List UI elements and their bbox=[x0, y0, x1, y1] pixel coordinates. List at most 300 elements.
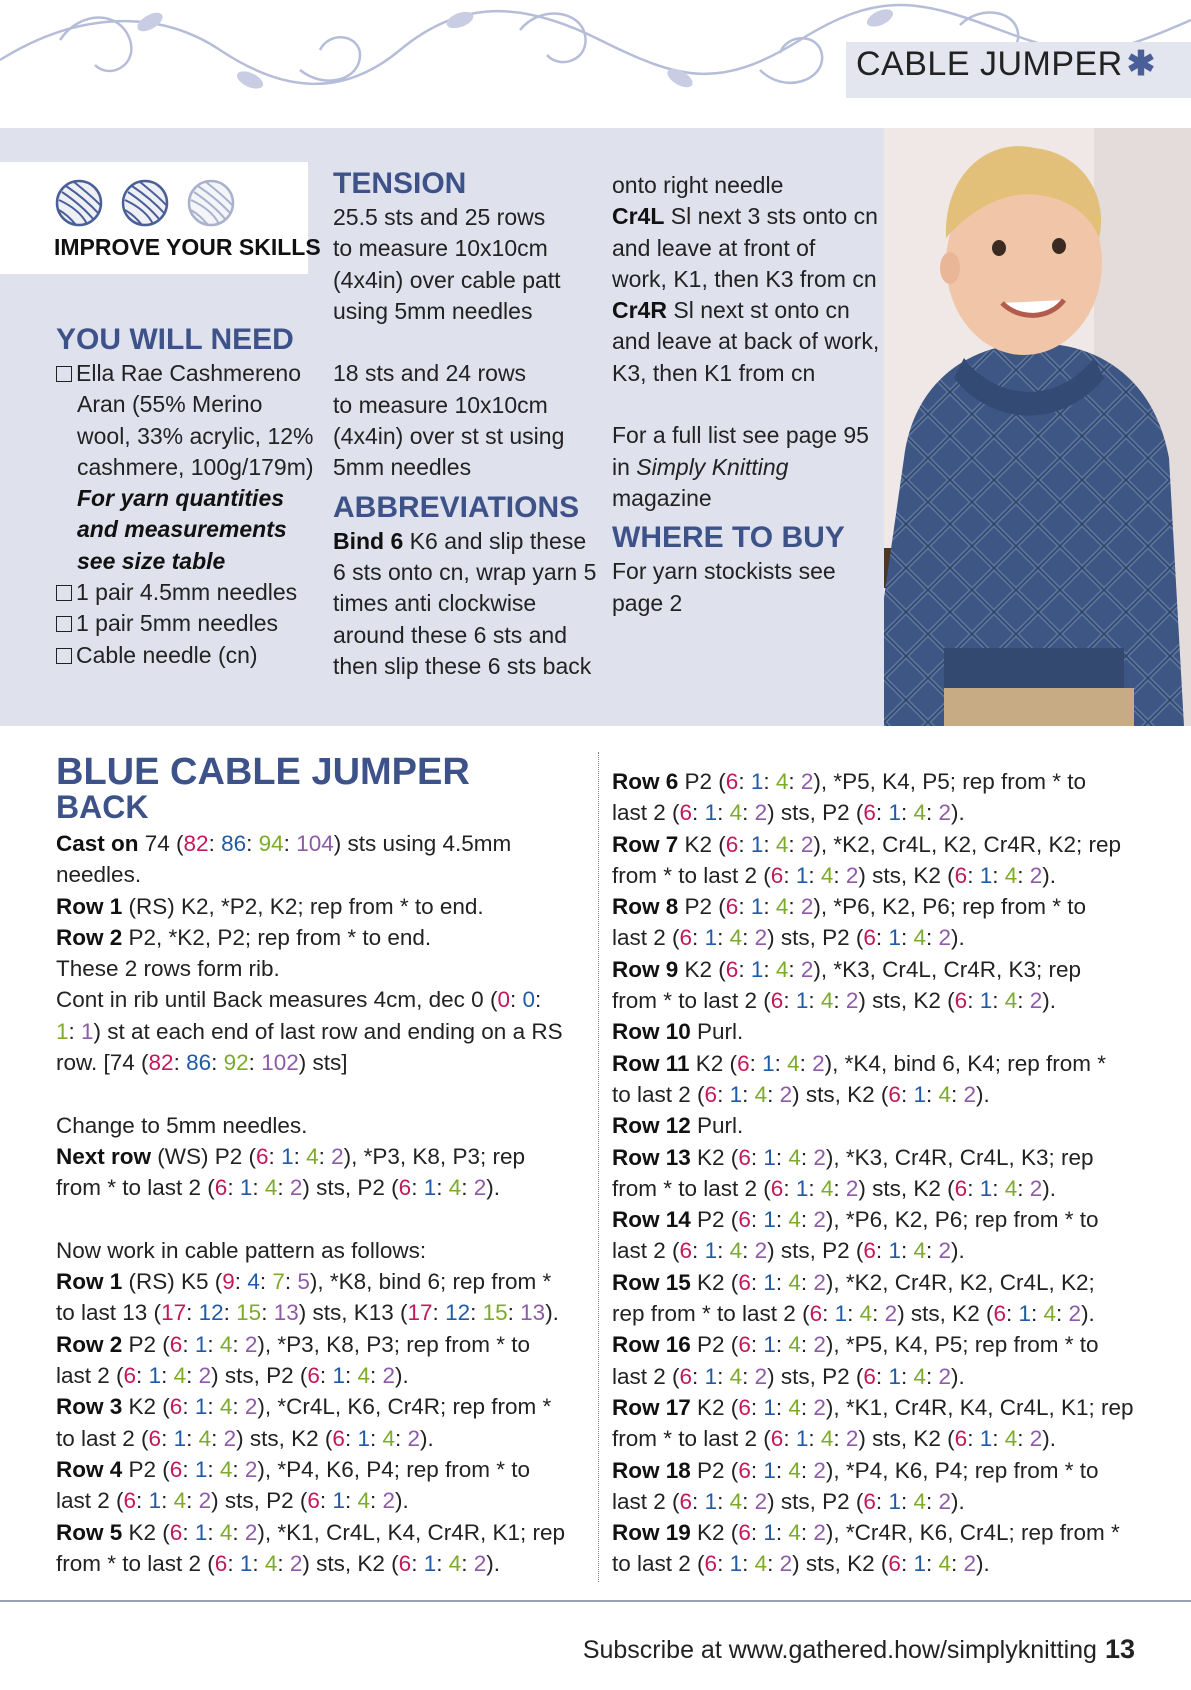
size-value: 1 bbox=[56, 1018, 69, 1044]
pattern-text: : bbox=[211, 1050, 224, 1076]
pattern-text: : bbox=[470, 1300, 483, 1326]
pattern-text: ), *P6, K2, P6; rep from * to bbox=[813, 894, 1087, 920]
size-value: 6 bbox=[256, 1143, 269, 1169]
size-value: 1 bbox=[979, 862, 993, 888]
size-value: 1 bbox=[239, 1175, 253, 1201]
pattern-text: : bbox=[182, 1331, 195, 1357]
pattern-text: ), *P5, K4, P5; rep from * to bbox=[825, 1332, 1099, 1358]
where-to-buy-text: page 2 bbox=[612, 589, 683, 616]
pattern-line bbox=[56, 1141, 586, 1172]
size-value: 1 bbox=[332, 1363, 345, 1389]
size-value: 102 bbox=[261, 1050, 299, 1076]
pattern-line bbox=[612, 1267, 1172, 1298]
size-value: 1 bbox=[704, 1363, 718, 1389]
pattern-line bbox=[56, 1548, 586, 1579]
size-value: 4 bbox=[729, 1363, 743, 1389]
abbrev-text: then slip these 6 sts back bbox=[333, 652, 592, 679]
size-value: 6 bbox=[704, 1551, 718, 1577]
checkbox-icon bbox=[56, 366, 72, 382]
size-value: 2 bbox=[1029, 988, 1043, 1014]
pattern-text: P2 ( bbox=[690, 1457, 739, 1483]
size-value: 4 bbox=[219, 1456, 233, 1482]
pattern-text: last 2 ( bbox=[56, 1488, 124, 1514]
pattern-text: : bbox=[967, 862, 980, 888]
yarn-item bbox=[56, 358, 306, 389]
size-value: 6 bbox=[679, 925, 693, 951]
you-will-need-heading: YOU WILL NEED bbox=[56, 323, 294, 356]
size-value: 2 bbox=[289, 1550, 303, 1576]
pattern-line bbox=[56, 1454, 586, 1485]
cable-needle-item bbox=[56, 640, 306, 671]
size-value: 4 bbox=[729, 1238, 743, 1264]
pattern-text: : bbox=[692, 800, 705, 826]
size-value: 4 bbox=[754, 1081, 768, 1107]
size-value: 4 bbox=[913, 1488, 926, 1514]
pattern-text: : bbox=[182, 1519, 195, 1545]
pattern-text: : bbox=[161, 1363, 174, 1389]
pattern-text: : bbox=[750, 1457, 764, 1483]
size-value: 4 bbox=[306, 1143, 319, 1169]
pattern-text: ). bbox=[951, 800, 965, 826]
pattern-text: : bbox=[925, 1363, 939, 1389]
pattern-text: : bbox=[742, 925, 755, 951]
size-value: 1 bbox=[1018, 1301, 1031, 1327]
pattern-line bbox=[56, 1110, 586, 1141]
size-value: 6 bbox=[725, 956, 739, 982]
size-value: 2 bbox=[800, 769, 814, 794]
pattern-text: : bbox=[738, 831, 751, 857]
row-label: Row 18 bbox=[612, 1457, 691, 1483]
pattern-text: : bbox=[246, 831, 259, 856]
size-value: 2 bbox=[244, 1519, 258, 1545]
size-value: 17 bbox=[161, 1300, 187, 1326]
pattern-text: ) sts] bbox=[298, 1050, 348, 1076]
size-value: 1 bbox=[913, 1081, 926, 1107]
pattern-text: : bbox=[534, 987, 542, 1013]
pattern-text: : bbox=[763, 894, 776, 920]
size-value: 4 bbox=[729, 800, 743, 826]
tension-line: to measure 10x10cm bbox=[333, 391, 548, 418]
pattern-text: Now work in cable pattern as follows: bbox=[56, 1237, 427, 1263]
size-value: 1 bbox=[332, 1488, 345, 1514]
pattern-text: : bbox=[808, 1426, 821, 1452]
pattern-text: : bbox=[783, 1426, 796, 1452]
pattern-line bbox=[56, 1172, 586, 1203]
pattern-text: : bbox=[775, 1269, 789, 1295]
size-value: 2 bbox=[1068, 1301, 1082, 1327]
pattern-text: : bbox=[900, 1363, 914, 1389]
pattern-text: K2 ( bbox=[690, 1394, 739, 1420]
pattern-text: : bbox=[232, 1519, 245, 1545]
size-value: 1 bbox=[763, 1144, 776, 1170]
row-label: Row 13 bbox=[612, 1144, 691, 1170]
abbrev-text: Sl next 3 sts onto cn bbox=[664, 203, 878, 230]
pattern-line bbox=[56, 1266, 586, 1297]
size-value: 4 bbox=[820, 988, 834, 1014]
pattern-text: : bbox=[742, 1081, 755, 1107]
pattern-text: : bbox=[369, 1488, 383, 1514]
pattern-text: : bbox=[232, 1456, 245, 1482]
pattern-text: : bbox=[1017, 1426, 1030, 1452]
footer bbox=[583, 1634, 1135, 1665]
pattern-text: : bbox=[509, 987, 523, 1013]
row-label: Row 15 bbox=[612, 1269, 691, 1295]
size-value: 4 bbox=[788, 1520, 801, 1546]
size-value: 4 bbox=[859, 1301, 873, 1327]
pattern-text: ). bbox=[951, 1363, 965, 1389]
size-value: 4 bbox=[1004, 1175, 1018, 1201]
size-value: 6 bbox=[738, 1520, 751, 1546]
size-value: 1 bbox=[762, 1050, 775, 1076]
size-value: 6 bbox=[738, 1394, 751, 1420]
pattern-text: : bbox=[252, 1550, 265, 1576]
pattern-text: : bbox=[822, 1301, 835, 1327]
pattern-text: : bbox=[925, 800, 939, 826]
pattern-line bbox=[56, 1517, 586, 1548]
full-list-text: For a full list see page 95 bbox=[612, 422, 869, 449]
size-value: 4 bbox=[382, 1425, 395, 1451]
page-number: 13 bbox=[1104, 1634, 1135, 1664]
size-value: 4 bbox=[754, 1551, 768, 1577]
size-value: 4 bbox=[788, 1394, 801, 1420]
pattern-text: : bbox=[750, 1520, 764, 1546]
size-value: 4 bbox=[1004, 1426, 1018, 1452]
full-list-in: in bbox=[612, 453, 637, 480]
pattern-line bbox=[612, 1361, 1172, 1392]
pattern-line bbox=[612, 1079, 1172, 1110]
pattern-text: : bbox=[344, 1425, 358, 1451]
pattern-line bbox=[612, 891, 1172, 922]
size-value: 6 bbox=[725, 769, 739, 794]
size-value: 4 bbox=[820, 862, 834, 888]
pattern-text: : bbox=[967, 1426, 980, 1452]
size-value: 4 bbox=[1004, 988, 1018, 1014]
size-value: 1 bbox=[357, 1425, 370, 1451]
pattern-line bbox=[56, 1047, 586, 1078]
pattern-text: rep from * to last 2 ( bbox=[612, 1301, 810, 1327]
pattern-text: : bbox=[788, 894, 801, 920]
size-value: 4 bbox=[938, 1551, 951, 1577]
size-value: 4 bbox=[219, 1394, 233, 1420]
size-value: 1 bbox=[888, 1363, 901, 1389]
pattern-text: : bbox=[182, 1456, 195, 1482]
pattern-text: ) sts, P2 ( bbox=[211, 1363, 308, 1389]
pattern-text: P2 ( bbox=[690, 1332, 739, 1358]
size-value: 2 bbox=[845, 1175, 859, 1201]
size-value: 4 bbox=[788, 1144, 801, 1170]
size-value: 4 bbox=[788, 1457, 801, 1483]
pattern-text: Change to 5mm needles. bbox=[56, 1112, 308, 1138]
pattern-text: : bbox=[900, 1488, 914, 1514]
pattern-text: : bbox=[283, 831, 297, 856]
pattern-text: : bbox=[800, 1332, 814, 1358]
full-list-text: magazine bbox=[612, 484, 712, 511]
abbreviations-column bbox=[612, 170, 882, 619]
yarn-line: Ella Rae Cashmereno bbox=[76, 360, 302, 386]
pattern-text: ) sts, P2 ( bbox=[767, 1238, 864, 1264]
pattern-text: : bbox=[1056, 1301, 1069, 1327]
pattern-text: last 2 ( bbox=[612, 1488, 680, 1514]
pattern-text: : bbox=[369, 1425, 383, 1451]
pattern-line bbox=[56, 1329, 586, 1360]
pattern-text: : bbox=[161, 1425, 174, 1451]
row-label: Row 9 bbox=[612, 956, 679, 982]
pattern-text: ) sts, K2 ( bbox=[236, 1425, 333, 1451]
abbrev-cr4l bbox=[612, 201, 882, 232]
pattern-text: ) sts, K2 ( bbox=[302, 1550, 399, 1576]
size-value: 1 bbox=[795, 1175, 809, 1201]
pattern-text: needles. bbox=[56, 862, 142, 888]
pattern-text: : bbox=[319, 1488, 333, 1514]
size-value: 17 bbox=[407, 1300, 433, 1326]
size-value: 1 bbox=[834, 1301, 848, 1327]
pattern-subtitle: BACK bbox=[56, 789, 149, 825]
pattern-text: : bbox=[507, 1300, 521, 1326]
size-value: 1 bbox=[795, 988, 809, 1014]
pattern-text: ). bbox=[951, 1488, 965, 1514]
pattern-text: K2 ( bbox=[678, 831, 726, 857]
pattern-text: K2 ( bbox=[690, 1520, 739, 1546]
pattern-text: ), *K3, Cr4L, Cr4R, K3; rep bbox=[813, 956, 1082, 982]
pattern-text: ), *P4, K6, P4; rep from * to bbox=[257, 1456, 531, 1482]
pattern-text: from * to last 2 ( bbox=[612, 988, 771, 1014]
needle-item bbox=[56, 608, 306, 639]
pattern-text: : bbox=[1005, 1301, 1019, 1327]
size-value: 6 bbox=[679, 1363, 693, 1389]
pattern-text: K2 ( bbox=[689, 1050, 738, 1076]
pattern-text: : bbox=[411, 1550, 424, 1576]
abbrev-text: work, K1, then K3 from cn bbox=[612, 265, 877, 292]
size-value: 86 bbox=[186, 1050, 212, 1076]
pattern-text: : bbox=[951, 1081, 964, 1107]
size-value: 5 bbox=[297, 1269, 310, 1295]
pattern-text: : bbox=[742, 1488, 755, 1514]
pattern-text: to last 2 ( bbox=[612, 1081, 705, 1107]
abbrev-term: Cr4L bbox=[612, 203, 665, 230]
pattern-text: : bbox=[319, 1363, 333, 1389]
pattern-text: : bbox=[436, 1550, 449, 1576]
tension-line: (4x4in) over st st using bbox=[333, 423, 565, 450]
pattern-text: : bbox=[833, 1426, 846, 1452]
pattern-text: : bbox=[234, 1269, 248, 1295]
pattern-line bbox=[56, 984, 586, 1015]
size-value: 4 bbox=[264, 1175, 278, 1201]
pattern-line bbox=[56, 1204, 586, 1235]
pattern-text: ), *P4, K6, P4; rep from * to bbox=[825, 1457, 1099, 1483]
pattern-text: from * to last 2 ( bbox=[56, 1550, 215, 1576]
pattern-text: : bbox=[232, 1331, 245, 1357]
size-value: 1 bbox=[979, 988, 993, 1014]
size-value: 6 bbox=[738, 1269, 751, 1295]
pattern-text: : bbox=[925, 1488, 939, 1514]
size-value: 6 bbox=[679, 1238, 693, 1264]
pattern-line bbox=[56, 1078, 586, 1109]
spacer bbox=[612, 389, 882, 420]
pattern-line bbox=[612, 1235, 1172, 1266]
abbrev-text: and leave at front of bbox=[612, 234, 816, 261]
size-value: 2 bbox=[331, 1143, 344, 1169]
pattern-text: ) sts, P2 ( bbox=[767, 1488, 864, 1514]
size-value: 4 bbox=[219, 1331, 233, 1357]
size-value: 2 bbox=[754, 800, 768, 826]
pattern-text: : bbox=[847, 1301, 860, 1327]
row-label: Row 19 bbox=[612, 1520, 691, 1546]
size-value: 1 bbox=[750, 956, 764, 982]
size-value: 1 bbox=[979, 1426, 993, 1452]
size-value: 4 bbox=[788, 1269, 801, 1295]
pattern-text: : bbox=[900, 1238, 914, 1264]
pattern-text: : bbox=[900, 925, 914, 951]
where-to-buy-text: For yarn stockists see bbox=[612, 558, 836, 585]
size-value: 12 bbox=[445, 1300, 471, 1326]
pattern-text: last 2 ( bbox=[612, 925, 680, 951]
pattern-text: (RS) K5 ( bbox=[122, 1269, 223, 1295]
checkbox-icon bbox=[56, 616, 72, 632]
pattern-text: ) sts, K2 ( bbox=[858, 1175, 955, 1201]
pattern-line bbox=[612, 766, 1172, 797]
pattern-text: ), *K1, Cr4L, K4, Cr4R, K1; rep bbox=[257, 1519, 566, 1545]
pattern-text: K2 ( bbox=[690, 1144, 739, 1170]
abbrev-text: around these 6 sts and bbox=[333, 621, 567, 648]
size-value: 6 bbox=[398, 1175, 412, 1201]
size-value: 104 bbox=[296, 831, 334, 856]
pattern-text: : bbox=[738, 769, 751, 794]
pattern-text: : bbox=[925, 1238, 939, 1264]
row-label: Row 3 bbox=[56, 1394, 123, 1420]
size-value: 6 bbox=[770, 988, 784, 1014]
pattern-text: : bbox=[277, 1175, 290, 1201]
pattern-text: 74 ( bbox=[138, 831, 184, 856]
size-value: 2 bbox=[754, 925, 768, 951]
pattern-text: K2 ( bbox=[678, 956, 726, 982]
pattern-line bbox=[612, 1173, 1172, 1204]
pattern-text: : bbox=[800, 1269, 814, 1295]
size-value: 2 bbox=[223, 1425, 237, 1451]
yarn-ball-icon bbox=[54, 178, 104, 228]
pattern-text: ) sts, K2 ( bbox=[792, 1081, 889, 1107]
pattern-text: : bbox=[833, 1175, 846, 1201]
pattern-text: : bbox=[208, 831, 222, 856]
pattern-line bbox=[612, 1517, 1172, 1548]
size-value: 6 bbox=[738, 1332, 751, 1358]
size-value: 4 bbox=[775, 769, 789, 794]
pattern-text: ) sts, P2 ( bbox=[302, 1175, 399, 1201]
row-label: Row 4 bbox=[56, 1456, 123, 1482]
pattern-text: : bbox=[284, 1269, 298, 1295]
size-value: 6 bbox=[725, 894, 739, 920]
size-value: 82 bbox=[148, 1050, 174, 1076]
pattern-text: last 2 ( bbox=[612, 1363, 680, 1389]
tension-line: to measure 10x10cm bbox=[333, 235, 548, 262]
pattern-text: : bbox=[259, 1269, 273, 1295]
size-value: 4 bbox=[247, 1269, 260, 1295]
pattern-line bbox=[612, 1016, 1172, 1047]
size-value: 4 bbox=[775, 831, 789, 857]
size-value: 4 bbox=[448, 1175, 462, 1201]
pattern-text: (RS) K2, *P2, K2; rep from * to end. bbox=[122, 893, 484, 919]
row-label: Row 16 bbox=[612, 1332, 691, 1358]
pattern-text: : bbox=[750, 1207, 764, 1233]
pattern-text: last 2 ( bbox=[56, 1363, 124, 1389]
pattern-text: : bbox=[436, 1175, 449, 1201]
size-value: 1 bbox=[888, 800, 901, 826]
size-value: 6 bbox=[770, 1426, 784, 1452]
pattern-text: to last 2 ( bbox=[56, 1425, 149, 1451]
pattern-text: : bbox=[872, 1301, 885, 1327]
pattern-text: These 2 rows form rib. bbox=[56, 956, 280, 982]
size-value: 1 bbox=[423, 1550, 437, 1576]
size-value: 1 bbox=[148, 1488, 162, 1514]
pattern-text: : bbox=[775, 1457, 789, 1483]
size-value: 2 bbox=[754, 1363, 768, 1389]
pattern-text: : bbox=[750, 1394, 764, 1420]
pattern-text: : bbox=[951, 1551, 964, 1577]
size-value: 6 bbox=[888, 1551, 901, 1577]
pattern-line bbox=[612, 797, 1172, 828]
pattern-text: : bbox=[738, 956, 751, 982]
pattern-text: : bbox=[799, 1050, 813, 1076]
row-label: Row 11 bbox=[612, 1050, 690, 1076]
pattern-text: : bbox=[808, 1175, 821, 1201]
tension-line: 5mm needles bbox=[333, 454, 472, 481]
abbrev-text: 6 sts onto cn, wrap yarn 5 bbox=[333, 558, 597, 585]
pattern-text: : bbox=[925, 1551, 939, 1577]
pattern-text: : bbox=[992, 862, 1005, 888]
size-value: 13 bbox=[520, 1300, 546, 1326]
pattern-text: : bbox=[783, 988, 796, 1014]
pattern-line bbox=[612, 1048, 1172, 1079]
row-label: Row 10 bbox=[612, 1019, 691, 1045]
full-list-text bbox=[612, 452, 882, 483]
pattern-text: : bbox=[763, 831, 776, 857]
pattern-text: from * to last 2 ( bbox=[612, 1426, 771, 1452]
pattern-text: ). bbox=[1042, 988, 1057, 1014]
size-value: 2 bbox=[473, 1175, 487, 1201]
pattern-line bbox=[612, 1329, 1172, 1360]
pattern-line bbox=[612, 1548, 1172, 1579]
size-value: 6 bbox=[863, 1238, 876, 1264]
pattern-text: : bbox=[742, 800, 755, 826]
pattern-text: : bbox=[800, 1144, 814, 1170]
abbreviations-heading: ABBREVIATIONS bbox=[333, 490, 580, 524]
size-value: 4 bbox=[198, 1425, 212, 1451]
pattern-text: : bbox=[788, 769, 801, 794]
pattern-text: ) sts using 4.5mm bbox=[333, 831, 512, 856]
pattern-line bbox=[56, 828, 586, 859]
pattern-text: : bbox=[775, 1207, 789, 1233]
pattern-line bbox=[612, 829, 1172, 860]
tension-line: 18 sts and 24 rows bbox=[333, 360, 527, 387]
pattern-text: ), *P3, K8, P3; rep from * to bbox=[257, 1331, 531, 1357]
abbrev-text: onto right needle bbox=[612, 172, 784, 198]
pattern-text: K2 ( bbox=[122, 1519, 170, 1545]
size-value: 4 bbox=[788, 1207, 801, 1233]
tension-line: 25.5 sts and 25 rows bbox=[333, 204, 546, 230]
size-value: 2 bbox=[845, 862, 859, 888]
pattern-text: : bbox=[207, 1456, 220, 1482]
size-value: 6 bbox=[214, 1550, 228, 1576]
pattern-text: ). bbox=[545, 1300, 559, 1326]
size-value: 13 bbox=[273, 1300, 299, 1326]
pattern-text: Cont in rib until Back measures 4cm, dec 0 ( bbox=[56, 987, 498, 1013]
size-value: 1 bbox=[763, 1332, 776, 1358]
pattern-text: : bbox=[344, 1488, 358, 1514]
size-value: 6 bbox=[704, 1081, 718, 1107]
pattern-text: : bbox=[369, 1363, 383, 1389]
size-value: 6 bbox=[954, 1426, 968, 1452]
pattern-text: ). bbox=[951, 925, 965, 951]
pattern-text: : bbox=[750, 1269, 764, 1295]
